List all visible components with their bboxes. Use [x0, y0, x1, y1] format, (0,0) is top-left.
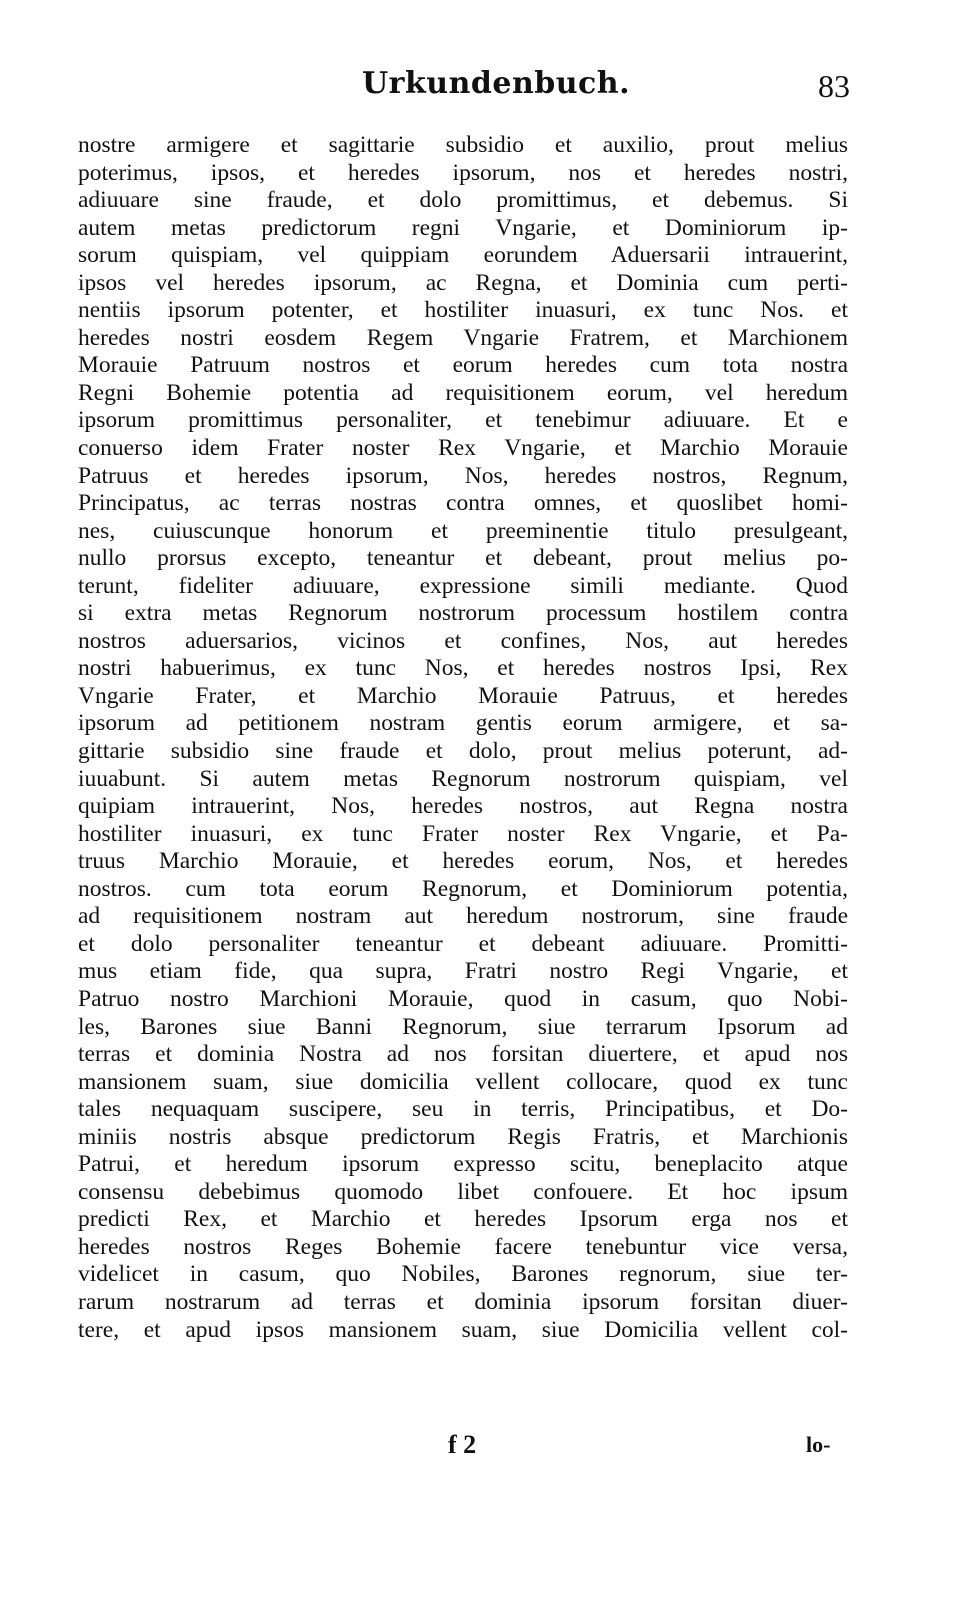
text-line: les, Barones siue Banni Regnorum, siue terrarum Ipsorum ad	[78, 1013, 848, 1040]
text-line: Morauie Patruum nostros et eorum heredes cum tota nostra	[78, 352, 848, 379]
text-line: gittarie subsidio sine fraude et dolo, prout melius poterunt, ad-	[78, 738, 848, 765]
text-line: autem metas predictorum regni Vngarie, et Dominiorum ip-	[78, 214, 848, 241]
text-line: mus etiam fide, qua supra, Fratri nostro Regi Vngarie, et	[78, 958, 848, 985]
text-line: nentiis ipsorum potenter, et hostiliter inuasuri, ex tunc Nos. et	[78, 297, 848, 324]
text-line: Principatus, ac terras nostras contra omnes, et quoslibet homi-	[78, 490, 848, 517]
text-line: Regni Bohemie potentia ad requisitionem eorum, vel heredum	[78, 379, 848, 406]
text-line: nostre armigere et sagittarie subsidio et auxilio, prout melius	[78, 132, 848, 158]
body-text	[78, 132, 848, 1344]
text-line: quipiam intrauerint, Nos, heredes nostros, aut Regna nostra	[78, 793, 848, 820]
signature-mark: f 2	[448, 1430, 477, 1459]
text-line: ipsorum ad petitionem nostram gentis eorum armigere, et sa-	[78, 710, 848, 737]
text-line: poterimus, ipsos, et heredes ipsorum, nos et heredes nostri,	[78, 159, 848, 186]
text-line: Patruus et heredes ipsorum, Nos, heredes nostros, Regnum,	[78, 462, 848, 489]
text-line: heredes nostri eosdem Regem Vngarie Fratrem, et Marchionem	[78, 324, 848, 351]
text-line: iuuabunt. Si autem metas Regnorum nostrorum quispiam, vel	[78, 765, 848, 792]
text-line: conuerso idem Frater noster Rex Vngarie, et Marchio Morauie	[78, 435, 848, 462]
running-title: Urkundenbuch.	[362, 66, 631, 101]
text-line: tere, et apud ipsos mansionem suam, siue Domicilia vellent col-	[78, 1316, 848, 1343]
page-number: 83	[818, 68, 850, 104]
text-line: ad requisitionem nostram aut heredum nostrorum, sine fraude	[78, 903, 848, 930]
text-line: hostiliter inuasuri, ex tunc Frater noster Rex Vngarie, et Pa-	[78, 820, 848, 847]
text-line: ipsos vel heredes ipsorum, ac Regna, et Dominia cum perti-	[78, 269, 848, 296]
text-line: rarum nostrarum ad terras et dominia ipsorum forsitan diuer-	[78, 1288, 848, 1315]
text-line: nullo prorsus excepto, teneantur et debeant, prout melius po-	[78, 545, 848, 572]
text-line: heredes nostros Reges Bohemie facere tenebuntur vice versa,	[78, 1233, 848, 1260]
text-line: et dolo personaliter teneantur et debeant adiuuare. Promitti-	[78, 930, 848, 957]
text-line: terras et dominia Nostra ad nos forsitan diuertere, et apud nos	[78, 1041, 848, 1068]
text-line: nostros. cum tota eorum Regnorum, et Dominiorum potentia,	[78, 875, 848, 902]
text-line: si extra metas Regnorum nostrorum processum hostilem contra	[78, 600, 848, 627]
text-line: nostri habuerimus, ex tunc Nos, et heredes nostros Ipsi, Rex	[78, 655, 848, 682]
catchword: lo-	[806, 1432, 831, 1457]
text-line: Patruo nostro Marchioni Morauie, quod in casum, quo Nobi-	[78, 985, 848, 1012]
text-line: consensu debebimus quomodo libet confouere. Et hoc ipsum	[78, 1178, 848, 1205]
text-line: truus Marchio Morauie, et heredes eorum, Nos, et heredes	[78, 848, 848, 875]
text-line: terunt, fideliter adiuuare, expressione simili mediante. Quod	[78, 572, 848, 599]
text-line: tales nequaquam suscipere, seu in terris, Principatibus, et Do-	[78, 1096, 848, 1123]
text-line: predicti Rex, et Marchio et heredes Ipsorum erga nos et	[78, 1206, 848, 1233]
text-line: videlicet in casum, quo Nobiles, Barones regnorum, siue ter-	[78, 1261, 848, 1288]
text-line: nostros aduersarios, vicinos et confines, Nos, aut heredes	[78, 627, 848, 654]
text-line: Vngarie Frater, et Marchio Morauie Patruus, et heredes	[78, 682, 848, 709]
page-header	[0, 62, 960, 112]
text-line: Patrui, et heredum ipsorum expresso scitu, beneplacito atque	[78, 1151, 848, 1178]
text-line: mansionem suam, siue domicilia vellent collocare, quod ex tunc	[78, 1068, 848, 1095]
page-footer	[0, 1430, 960, 1470]
text-line: ipsorum promittimus personaliter, et tenebimur adiuuare. Et e	[78, 407, 848, 434]
text-line: nes, cuiuscunque honorum et preeminentie titulo presulgeant,	[78, 517, 848, 544]
text-line: sorum quispiam, vel quippiam eorundem Aduersarii intrauerint,	[78, 242, 848, 269]
text-line: miniis nostris absque predictorum Regis Fratris, et Marchionis	[78, 1123, 848, 1150]
text-line: adiuuare sine fraude, et dolo promittimus, et debemus. Si	[78, 187, 848, 214]
